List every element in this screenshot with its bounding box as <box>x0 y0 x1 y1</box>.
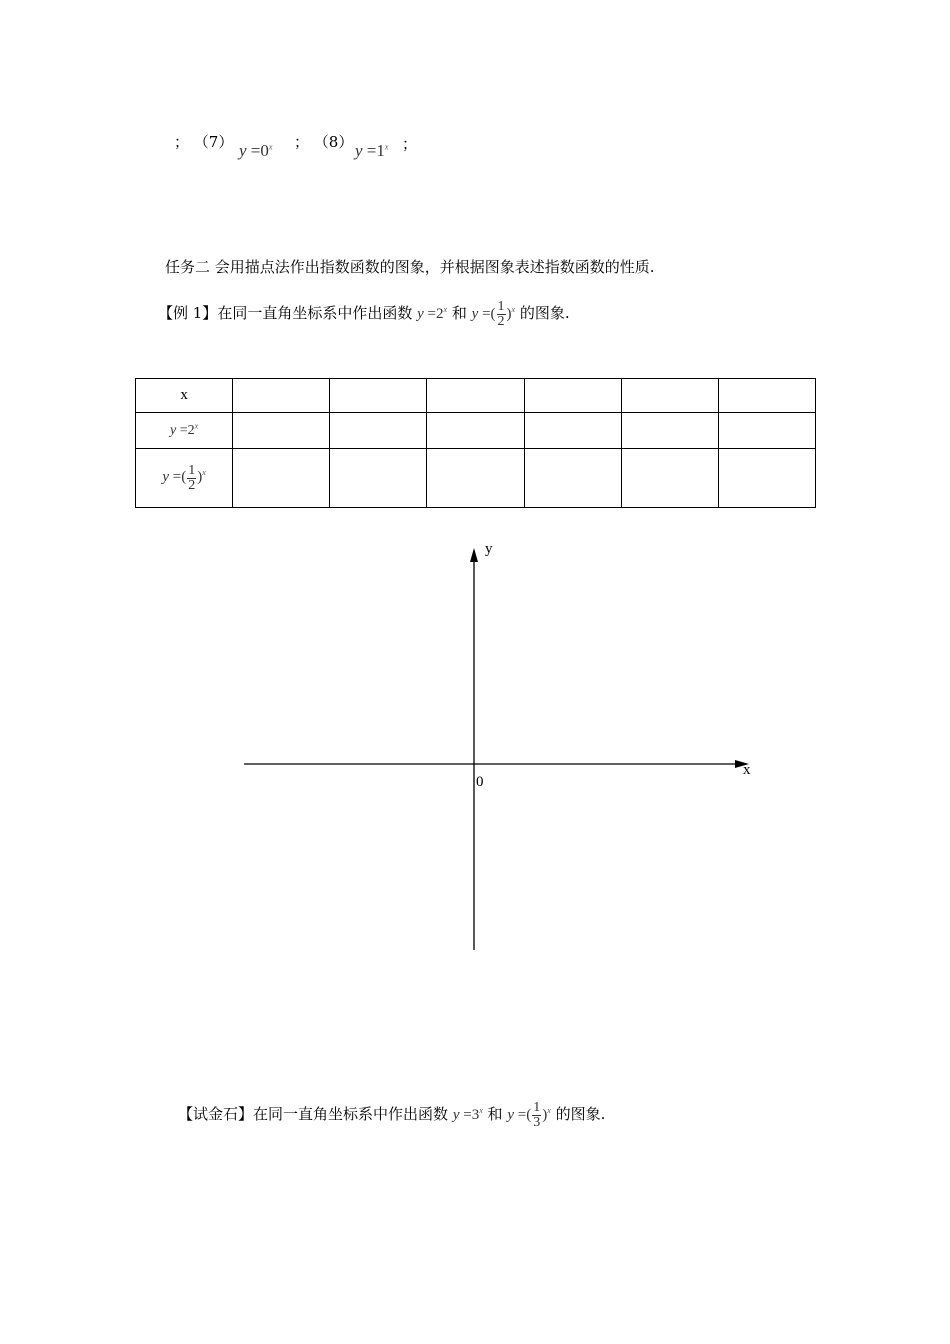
connector: 和 <box>451 303 467 322</box>
trial-tag: 【试金石】 <box>178 1104 254 1123</box>
item-7-label: （7） <box>193 133 234 151</box>
function-3-pow-x: $y =3^x$ <box>452 1105 483 1123</box>
function-third-pow-x: y =( $\frac{1}{3}$ )$^x$ <box>507 1100 551 1130</box>
item-8-formula: $y =1^x$ <box>355 141 389 160</box>
trial-exercise <box>178 1101 605 1130</box>
connector: 和 <box>487 1104 503 1123</box>
separator: ； <box>294 133 310 151</box>
header-half-pow-x: y =( $\frac{1}{2}$ )$^x$ <box>136 449 233 508</box>
item-8-label: （8） <box>313 133 354 151</box>
function-2-pow-x: $y =2^x$ <box>417 304 448 322</box>
separator-end: ； <box>402 135 418 153</box>
trial-text: 在同一直角坐标系中作出函数 <box>253 1104 449 1123</box>
separator: ； <box>174 133 190 151</box>
y-axis-label: y <box>485 541 493 557</box>
item-7-formula: $y =0^x$ <box>239 141 273 160</box>
header-x: x <box>136 379 233 413</box>
x-axis-label: x <box>743 762 751 778</box>
origin-label: 0 <box>476 774 484 790</box>
example-1-text: 在同一直角坐标系中作出函数 <box>217 303 413 322</box>
y-axis-arrow <box>470 548 478 562</box>
header-2-pow-x: $y =2^x$ <box>136 413 233 449</box>
example-1-text-end: 的图象. <box>519 303 570 322</box>
trial-text-end: 的图象. <box>555 1104 606 1123</box>
example-1-tag: 【例 1】 <box>158 303 218 322</box>
function-half-pow-x: y =( $\frac{1}{2}$ )$^x$ <box>471 299 516 329</box>
task-2-heading: 任务二 会用描点法作出指数函数的图象，并根据图象表述指数函数的性质. <box>165 258 655 276</box>
